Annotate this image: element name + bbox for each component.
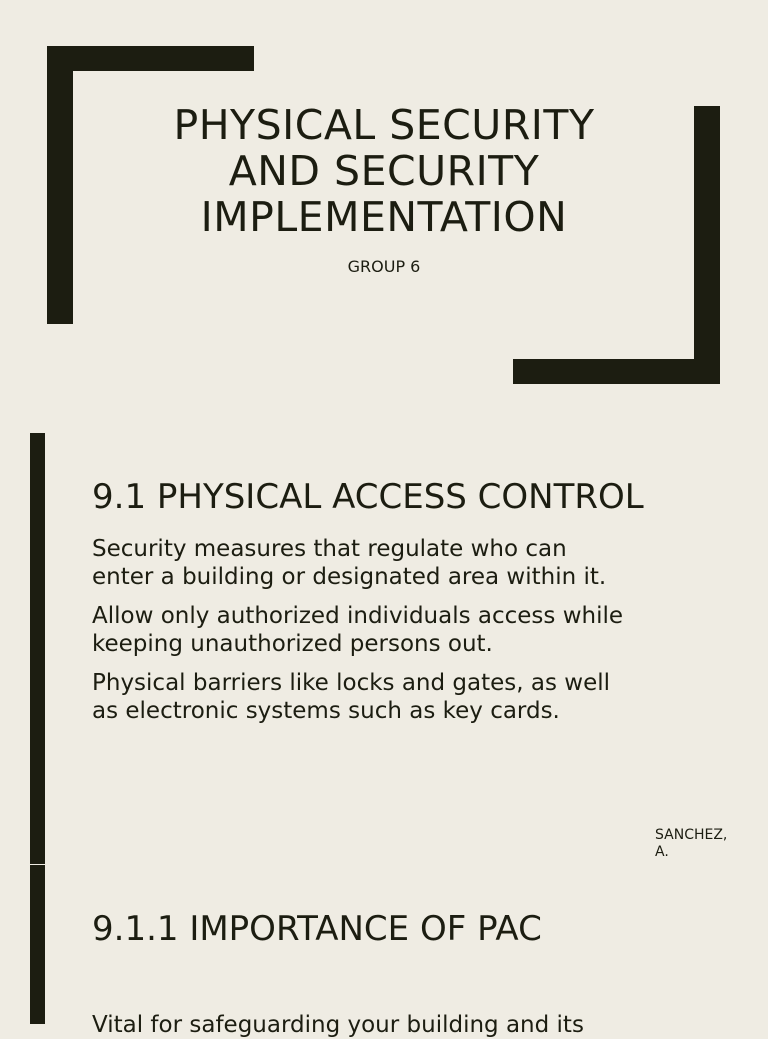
author-footer xyxy=(655,827,745,861)
bullet-line: Security measures that regulate who can xyxy=(92,536,567,562)
presentation-subtitle: GROUP 6 xyxy=(347,257,421,276)
bullet-item xyxy=(92,535,722,591)
slide-heading: 9.1 PHYSICAL ACCESS CONTROL xyxy=(92,477,644,517)
title-line: IMPLEMENTATION xyxy=(200,193,568,241)
bullet-item xyxy=(92,602,722,658)
bullet-line-partial: Vital for safeguarding your building and its xyxy=(92,1012,584,1038)
left-accent-bar xyxy=(30,433,45,864)
bullet-line: as electronic systems such as key cards. xyxy=(92,698,560,724)
content-slide-pac xyxy=(0,433,768,864)
author-line: A. xyxy=(655,844,669,860)
slide-heading: 9.1.1 IMPORTANCE OF PAC xyxy=(92,909,542,949)
bullet-line: Physical barriers like locks and gates, as well xyxy=(92,670,611,696)
bullet-list xyxy=(92,535,722,736)
bullet-line: keeping unauthorized persons out. xyxy=(92,631,493,657)
title-line: AND SECURITY xyxy=(228,147,540,195)
bracket-top-left-vertical xyxy=(47,46,73,324)
bracket-bottom-right-horizontal xyxy=(513,359,720,384)
author-line: SANCHEZ, xyxy=(655,827,728,843)
content-slide-importance xyxy=(0,865,768,1038)
left-accent-bar xyxy=(30,865,45,1024)
title-line: PHYSICAL SECURITY xyxy=(173,101,595,149)
presentation-title xyxy=(100,102,668,240)
bullet-line: enter a building or designated area within it. xyxy=(92,564,607,590)
title-slide xyxy=(0,0,768,432)
bullet-line: Allow only authorized individuals access while xyxy=(92,603,624,629)
bullet-item xyxy=(92,669,722,725)
bracket-bottom-right-vertical xyxy=(694,106,720,384)
bracket-top-left-horizontal xyxy=(47,46,254,71)
